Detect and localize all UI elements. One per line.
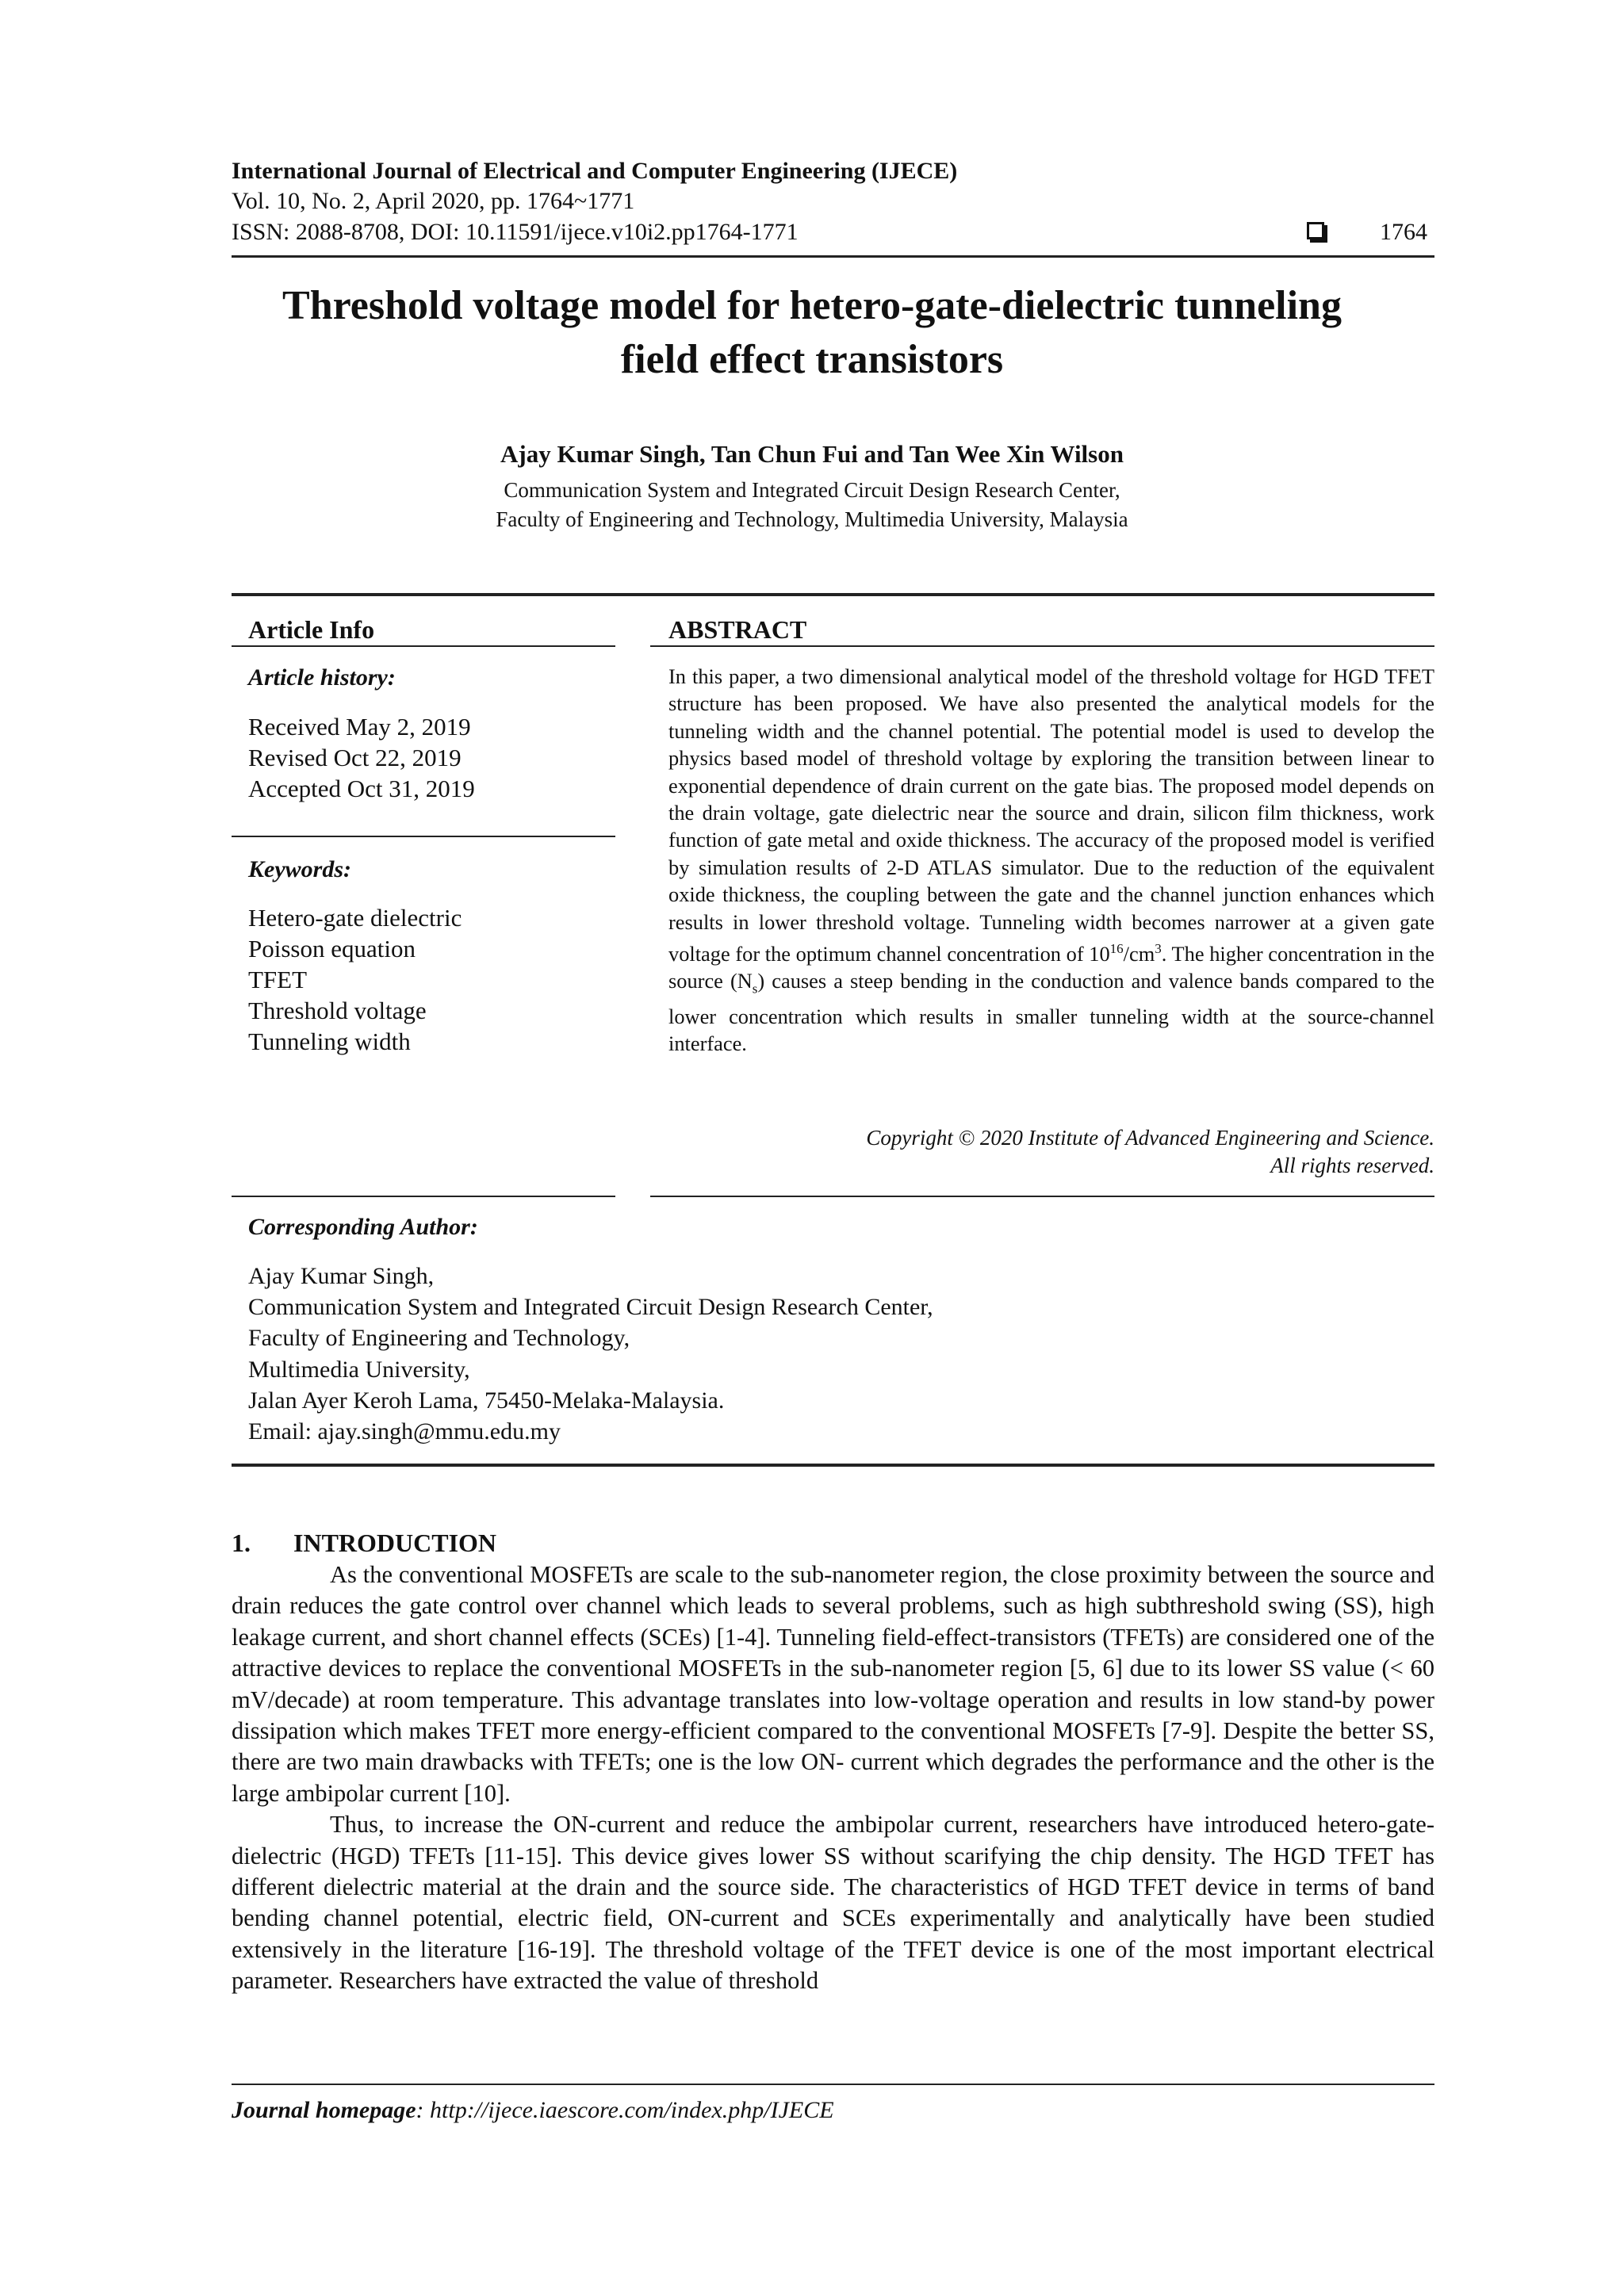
- corresponding-author-heading: Corresponding Author:: [248, 1214, 478, 1240]
- page-number: 1764: [1380, 219, 1427, 245]
- issn-doi: ISSN: 2088-8708, DOI: 10.11591/ijece.v10i2.pp1764-1771: [232, 219, 799, 245]
- abstract-heading: ABSTRACT: [668, 615, 807, 644]
- info-bottom-rule-left: [232, 1196, 615, 1197]
- paper-title: [198, 279, 1426, 387]
- author-center: Communication System and Integrated Circuit Design Research Center,: [248, 1294, 933, 1321]
- keywords-heading: Keywords:: [248, 856, 351, 882]
- keyword-item: Poisson equation: [248, 935, 416, 962]
- received-date: Received May 2, 2019: [248, 713, 471, 740]
- intro-paragraph-2: Thus, to increase the ON-current and reduce the ambipolar current, researchers have introduced hetero-gate-dielectric (HGD) TFETs [11-15]. This device gives lower SS without scarifying the chip density. The HGD TFET has different dielectric material at the drain and the source side. The characteristics of HGD TFET device in terms of band bending channel potential, electric field, ON-current and SCEs experimentally and analytically have been studied extensively in the literature [16-19]. The threshold voltage of the TFET device is one of the most important electrical parameter. Researchers have extracted the value of threshold: [232, 1811, 1434, 1995]
- title-line-2: field effect transistors: [620, 337, 1004, 382]
- abstract-text: In this paper, a two dimensional analytical model of the threshold voltage for HGD TFET structure has been proposed. We have also presented the analytical models for the tunneling width and the channel potential. The potential model is used to develop the physics based model of threshold voltage by exploring the transition between linear to exponential dependence of drain current on the gate bias. The proposed model depends on the drain voltage, gate dielectric near the source and drain, silicon film thickness, work function of gate metal and oxide thickness. The accuracy of the proposed model is verified by simulation results of 2-D ATLAS simulator. Due to the reduction of the equivalent oxide thickness, the coupling between the gate and the channel junction enhances which results in lower threshold voltage. Tunneling width becomes narrower at a given gate voltage for the optimum channel concentration of $10^{16}/cm^3$. The higher concentration in the source $(N_s)$ causes a steep bending in the conduction and valence bands compared to the lower concentration which results in smaller tunneling width at the source-channel interface.: [668, 664, 1434, 1056]
- footer-rule: [232, 2084, 1434, 2085]
- homepage-label: Journal homepage: [232, 2097, 416, 2123]
- authors: Ajay Kumar Singh, Tan Chun Fui and Tan Wee Xin Wilson: [500, 440, 1124, 468]
- info-box-bottom-rule: [232, 1464, 1434, 1467]
- affiliation-line-1: Communication System and Integrated Circuit Design Research Center,: [504, 478, 1120, 502]
- copyright-line-1: Copyright © 2020 Institute of Advanced Engineering and Science.: [866, 1126, 1434, 1150]
- introduction-heading: [232, 1529, 496, 1558]
- keyword-item: TFET: [248, 966, 308, 993]
- author-university: Multimedia University,: [248, 1356, 470, 1383]
- author-address: Jalan Ayer Keroh Lama, 75450-Melaka-Malaysia.: [248, 1387, 725, 1414]
- article-history-heading: Article history:: [248, 664, 396, 691]
- article-info-heading: Article Info: [248, 615, 375, 644]
- author-name: Ajay Kumar Singh,: [248, 1263, 435, 1289]
- homepage-url[interactable]: : http://ijece.iaescore.com/index.php/IJECE: [416, 2097, 834, 2123]
- keyword-item: Tunneling width: [248, 1027, 411, 1055]
- affiliation-line-2: Faculty of Engineering and Technology, Multimedia University, Malaysia: [496, 507, 1128, 531]
- journal-homepage: [232, 2097, 834, 2124]
- title-line-1: Threshold voltage model for hetero-gate-dielectric tunneling: [282, 283, 1342, 328]
- author-faculty: Faculty of Engineering and Technology,: [248, 1325, 630, 1352]
- copyright-line-2: All rights reserved.: [1270, 1154, 1434, 1177]
- intro-paragraph-1: As the conventional MOSFETs are scale to the sub-nanometer region, the close proximity between the source and drain reduces the gate control over channel which leads to several problems, such as high subthreshold swing (SS), high leakage current, and short channel effects (SCEs) [1-4]. Tunneling field-effect-transistors (TFETs) are considered one of the attractive devices to replace the conventional MOSFETs in the sub-nanometer region [5, 6] due to its lower SS value (< 60 mV/decade) at room temperature. This advantage translates into low-voltage operation and results in low stand-by power dissipation which makes TFET more energy-efficient compared to the conventional MOSFETs [7-9]. Despite the better SS, there are two main drawbacks with TFETs; one is the low ON- current which degrades the performance and the other is the large ambipolar current [10].: [232, 1561, 1434, 1807]
- article-info-rule: [232, 645, 615, 647]
- header-rule: [232, 255, 1434, 258]
- revised-date: Revised Oct 22, 2019: [248, 744, 462, 771]
- introduction-body: [232, 1559, 1434, 1997]
- corresponding-author-details: [248, 1261, 933, 1447]
- history-rule: [232, 836, 615, 837]
- keyword-item: Hetero-gate dielectric: [248, 904, 462, 932]
- info-bottom-rule-right: [650, 1196, 1434, 1197]
- section-number: 1.: [232, 1529, 251, 1557]
- info-box-top-rule: [232, 593, 1434, 596]
- section-title: INTRODUCTION: [293, 1529, 497, 1557]
- journal-name: International Journal of Electrical and Computer Engineering (IJECE): [232, 158, 958, 184]
- article-history: [248, 711, 475, 804]
- author-email: Email: ajay.singh@mmu.edu.my: [248, 1418, 561, 1445]
- checkbox-square-icon: [1307, 222, 1324, 239]
- keyword-item: Threshold voltage: [248, 997, 427, 1024]
- volume-info: Vol. 10, No. 2, April 2020, pp. 1764~1771: [232, 188, 635, 214]
- keywords-list: [248, 902, 462, 1057]
- abstract-rule: [650, 645, 1434, 647]
- accepted-date: Accepted Oct 31, 2019: [248, 775, 475, 802]
